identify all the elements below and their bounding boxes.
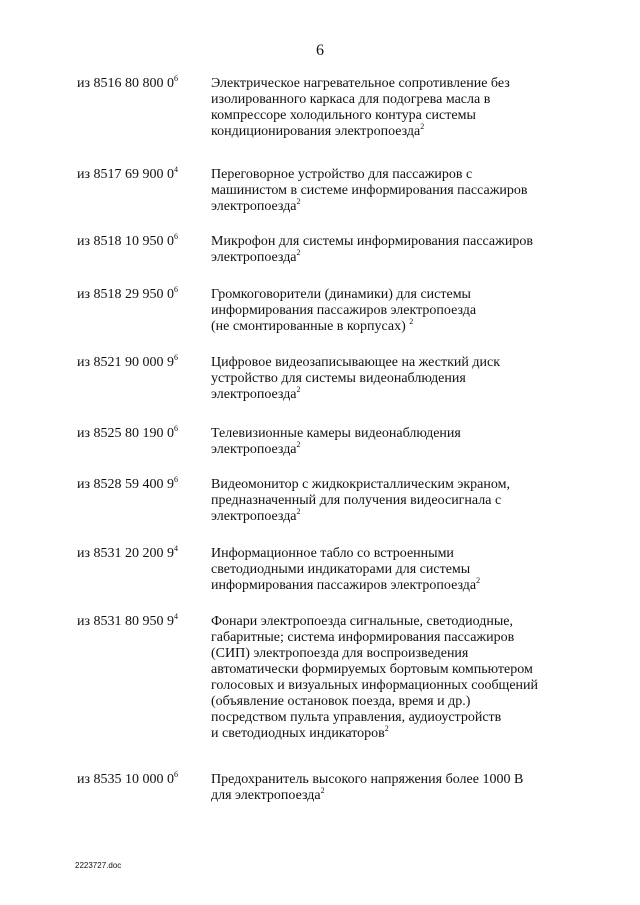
tnved-code-text: из 8528 59 400 9: [77, 477, 175, 492]
description-line-text: Электрическое нагревательное сопротивление без: [211, 76, 510, 91]
description-line: [211, 183, 591, 199]
goods-description: [211, 76, 591, 140]
description-line: [211, 355, 591, 371]
description-line: [211, 477, 591, 493]
footnote-marker: 4: [174, 165, 179, 174]
footnote-marker: 2: [296, 440, 301, 449]
tnved-code: [77, 355, 178, 371]
description-line-text: светодиодными индикаторами для системы: [211, 562, 471, 577]
description-line-text: (не смонтированные в корпусах): [211, 319, 410, 334]
tnved-code-text: из 8531 20 200 9: [77, 546, 175, 561]
footnote-marker: 2: [296, 385, 301, 394]
description-line-text: Фонари электропоезда сигнальные, светодиодные,: [211, 614, 513, 629]
footnote-marker: 4: [174, 612, 179, 621]
description-line: [211, 250, 591, 266]
tnved-code: [77, 772, 178, 788]
footnote-marker: 2: [296, 507, 301, 516]
description-line-text: компрессоре холодильного контура системы: [211, 108, 476, 123]
description-line: [211, 662, 591, 678]
goods-description: [211, 477, 591, 525]
footnote-marker: 2: [420, 122, 425, 131]
description-line: [211, 92, 591, 108]
description-line: [211, 426, 591, 442]
tnved-code: [77, 546, 178, 562]
description-line-text: автоматически формируемых бортовым компьютером: [211, 662, 533, 677]
description-line: [211, 319, 591, 335]
description-line-text: информирования пассажиров электропоезда: [211, 303, 477, 318]
description-line: [211, 710, 591, 726]
footnote-marker: 6: [174, 232, 179, 241]
description-line: [211, 646, 591, 662]
footnote-marker: 2: [384, 724, 389, 733]
description-line: [211, 694, 591, 710]
footer-filename: 2223727.doc: [75, 861, 122, 870]
description-line: [211, 493, 591, 509]
description-line-text: электропоезда: [211, 199, 297, 214]
goods-description: [211, 167, 591, 215]
tnved-code: [77, 426, 178, 442]
description-line-text: и светодиодных индикаторов: [211, 726, 385, 741]
tnved-code: [77, 167, 178, 183]
description-line-text: электропоезда: [211, 509, 297, 524]
footnote-marker: 6: [174, 475, 179, 484]
tnved-code-text: из 8525 80 190 0: [77, 426, 175, 441]
goods-description: [211, 546, 591, 594]
description-line-text: Видеомонитор с жидкокристаллическим экраном,: [211, 477, 510, 492]
description-line: [211, 442, 591, 458]
description-line-text: габаритные; система информирования пассажиров: [211, 630, 515, 645]
description-line-text: Микрофон для системы информирования пассажиров: [211, 234, 533, 249]
description-line: [211, 387, 591, 403]
tnved-code-text: из 8518 10 950 0: [77, 234, 175, 249]
tnved-code: [77, 477, 178, 493]
footnote-marker: 2: [296, 197, 301, 206]
description-line-text: Информационное табло со встроенными: [211, 546, 454, 561]
footnote-marker: 2: [409, 317, 414, 326]
description-line-text: Громкоговорители (динамики) для системы: [211, 287, 471, 302]
description-line-text: посредством пульта управления, аудиоустройств: [211, 710, 502, 725]
footnote-marker: 6: [174, 74, 179, 83]
description-line: [211, 108, 591, 124]
footnote-marker: 2: [320, 786, 325, 795]
description-line: [211, 562, 591, 578]
description-line: [211, 726, 591, 742]
description-line-text: Цифровое видеозаписывающее на жесткий диск: [211, 355, 500, 370]
description-line-text: Переговорное устройство для пассажиров с: [211, 167, 473, 182]
description-line: [211, 788, 591, 804]
description-line: [211, 371, 591, 387]
description-line-text: для электропоезда: [211, 788, 321, 803]
goods-description: [211, 614, 591, 742]
footnote-marker: 6: [174, 424, 179, 433]
tnved-code: [77, 614, 178, 630]
description-line-text: электропоезда: [211, 250, 297, 265]
page-number: 6: [316, 42, 324, 59]
description-line: [211, 76, 591, 92]
description-line-text: голосовых и визуальных информационных сообщений: [211, 678, 539, 693]
description-line: [211, 678, 591, 694]
footnote-marker: 2: [476, 576, 481, 585]
description-line-text: электропоезда: [211, 442, 297, 457]
tnved-code: [77, 76, 178, 92]
description-line-text: предназначенный для получения видеосигнала с: [211, 493, 502, 508]
tnved-code-text: из 8531 80 950 9: [77, 614, 175, 629]
goods-description: [211, 355, 591, 403]
description-line: [211, 303, 591, 319]
description-line-text: устройство для системы видеонаблюдения: [211, 371, 466, 386]
footnote-marker: 6: [174, 770, 179, 779]
description-line-text: кондиционирования электропоезда: [211, 124, 421, 139]
tnved-code: [77, 234, 178, 250]
footnote-marker: 6: [174, 353, 179, 362]
tnved-code-text: из 8521 90 000 9: [77, 355, 175, 370]
description-line: [211, 772, 591, 788]
description-line: [211, 199, 591, 215]
description-line: [211, 509, 591, 525]
goods-description: [211, 426, 591, 458]
tnved-code-text: из 8535 10 000 0: [77, 772, 175, 787]
description-line: [211, 124, 591, 140]
description-line-text: (СИП) электропоезда для воспроизведения: [211, 646, 469, 661]
footnote-marker: 4: [174, 544, 179, 553]
description-line: [211, 578, 591, 594]
description-line-text: Телевизионные камеры видеонаблюдения: [211, 426, 461, 441]
description-line-text: изолированного каркаса для подогрева масла в: [211, 92, 491, 107]
tnved-code: [77, 287, 178, 303]
description-line: [211, 287, 591, 303]
tnved-code-text: из 8516 80 800 0: [77, 76, 175, 91]
tnved-code-text: из 8517 69 900 0: [77, 167, 175, 182]
tnved-code-text: из 8518 29 950 0: [77, 287, 175, 302]
description-line: [211, 546, 591, 562]
description-line-text: электропоезда: [211, 387, 297, 402]
goods-description: [211, 772, 591, 804]
description-line-text: машинистом в системе информирования пассажиров: [211, 183, 528, 198]
description-line-text: информирования пассажиров электропоезда: [211, 578, 477, 593]
description-line: [211, 614, 591, 630]
footnote-marker: 2: [296, 248, 301, 257]
description-line-text: Предохранитель высокого напряжения более 1000 В: [211, 772, 524, 787]
goods-description: [211, 234, 591, 266]
description-line: [211, 234, 591, 250]
description-line: [211, 630, 591, 646]
description-line: [211, 167, 591, 183]
footnote-marker: 6: [174, 285, 179, 294]
goods-description: [211, 287, 591, 335]
description-line-text: (объявление остановок поезда, время и др.): [211, 694, 471, 709]
